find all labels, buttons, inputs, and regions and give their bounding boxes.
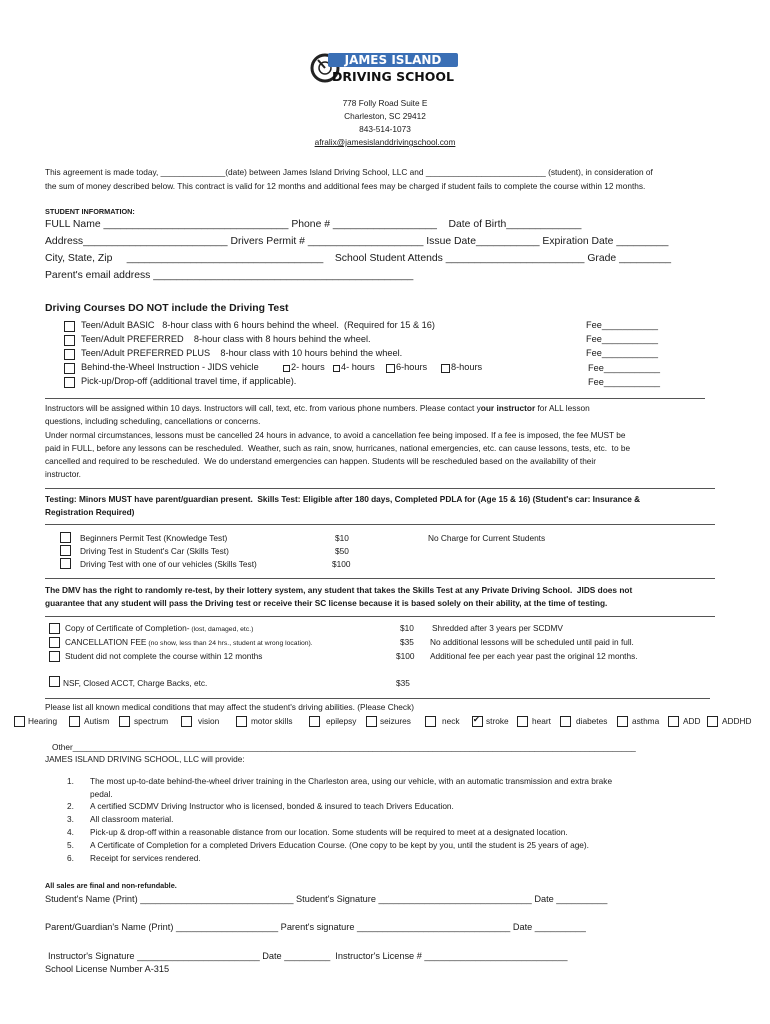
provides-heading: JAMES ISLAND DRIVING SCHOOL, LLC will provide: [45,754,245,764]
school-license-number: School License Number A-315 [45,964,170,974]
logo-line2: DRIVING SCHOOL [332,69,454,84]
courses-heading: Driving Courses DO NOT include the Driving Test [45,303,289,314]
testing-heading-line1: Testing: Minors MUST have parent/guardian present. Skills Test: Eligible after 180 days, Completed PDLA for (Age 15 & 16) (Student's car: Insurance & [45,494,641,504]
fee-label-cancellation [65,637,313,647]
course-label-basic: Teen/Adult BASIC 8-hour class with 6 hours behind the wheel. (Required for 15 & 16) [81,320,435,330]
student-info-heading: STUDENT INFORMATION: [45,207,135,216]
medical-checkbox-vision[interactable] [181,716,192,727]
medical-label-neck: neck [442,716,460,726]
course-checkbox-preferred-plus[interactable] [64,349,75,360]
student-signature-line[interactable]: Student's Name (Print) ______________________________ Student's Signature ______________________________ Date __________ [45,894,608,904]
medical-checkbox-hearing[interactable] [14,716,25,727]
fee-price-nsf: $35 [396,678,410,688]
fee-label-certificate-note: (lost, damaged, etc.) [189,626,254,633]
medical-label-autism: Autism [84,716,110,726]
address-phone: 843-514-1073 [359,124,411,134]
course-checkbox-pickup[interactable] [64,377,75,388]
address-street: 778 Folly Road Suite E [342,98,428,108]
medical-label-spectrum: spectrum [134,716,169,726]
fee-checkbox-incomplete[interactable] [49,651,60,662]
final-sale-note: All sales are final and non-refundable. [45,881,177,890]
fee-note-certificate: Shredded after 3 years per SCDMV [432,623,563,633]
btw-6hours-label: 6-hours [396,362,428,372]
medical-checkbox-seizures[interactable] [366,716,377,727]
provides-num-2: 2. [67,801,74,811]
course-label-preferred: Teen/Adult PREFERRED 8-hour class with 8 hours behind the wheel. [81,334,371,344]
medical-checkbox-epilepsy[interactable] [309,716,320,727]
btw-4hours-label: 4- hours [341,362,375,372]
provides-item-2: A certified SCDMV Driving Instructor who is licensed, bonded & insured to teach Drivers Education. [90,801,454,811]
agreement-line2: the sum of money described below. This contract is valid for 12 months and additional fees may be charged if student fails to complete the course within 12 months. [45,181,646,191]
provides-num-4: 4. [67,827,74,837]
fee-note-incomplete: Additional fee per each year past the original 12 months. [430,651,638,661]
test-checkbox-own-car[interactable] [60,545,71,556]
btw-8hours-label: 8-hours [451,362,483,372]
btw-6hours-checkbox[interactable] [386,364,395,373]
student-info-row3[interactable]: City, State, Zip __________________________________ School Student Attends ________________________ Grade _________ [45,253,672,264]
btw-8hours-checkbox[interactable] [441,364,450,373]
medical-checkbox-motor-skills[interactable] [236,716,247,727]
medical-label-epilepsy: epilepsy [326,716,357,726]
course-fee-basic[interactable]: Fee___________ [586,320,659,330]
provides-num-6: 6. [67,853,74,863]
policy-p2: Under normal circumstances, lessons must be cancelled 24 hours in advance, to avoid a cancellation fee being imposed. If a fee is imposed, the fee MUST be [45,430,626,440]
medical-checkbox-heart[interactable] [517,716,528,727]
provides-num-3: 3. [67,814,74,824]
logo-line1: JAMES ISLAND [344,53,442,67]
medical-label-add: ADD [683,716,701,726]
provides-item-5: A Certificate of Completion for a completed Drivers Education Course. (One copy to be kept by you, until the student is 25 years of age). [90,840,589,850]
policy-p1c: for ALL lesson [535,403,590,413]
fee-price-incomplete: $100 [396,651,415,661]
fee-label-certificate-main: Copy of Certificate of Completion- [65,623,190,633]
divider [45,616,715,617]
medical-checkbox-neck[interactable] [425,716,436,727]
divider [45,488,715,489]
course-fee-preferred-plus[interactable]: Fee___________ [586,348,659,358]
provides-num-1: 1. [67,776,74,786]
provides-item-1: The most up-to-date behind-the-wheel driver training in the Charleston area, using our vehicle, with an automatic transmission and extra brake [90,776,613,786]
medical-other-field[interactable]: Other__________________________________________________________________________________________________________________________ [52,742,636,752]
course-checkbox-preferred[interactable] [64,335,75,346]
instructor-signature-line[interactable]: Instructor's Signature ________________________ Date _________ Instructor's License # ____________________________ [48,951,568,961]
policy-p1b: our instructor [480,403,536,413]
btw-4hours-checkbox[interactable] [333,365,340,372]
medical-label-stroke: stroke [486,716,509,726]
medical-checkbox-stroke[interactable] [472,716,483,727]
student-info-row2[interactable]: Address_________________________ Drivers Permit # ____________________ Issue Date___________ Expiration Date _________ [45,236,669,247]
medical-checkbox-asthma[interactable] [617,716,628,727]
fee-checkbox-certificate[interactable] [49,623,60,634]
fee-checkbox-cancellation[interactable] [49,637,60,648]
fee-label-incomplete: Student did not complete the course within 12 months [65,651,263,661]
policy-p1d: questions, including scheduling, cancellations or concerns. [45,416,261,426]
email-link[interactable]: afralix@jamesislanddrivingschool.com [314,137,456,147]
course-checkbox-btw[interactable] [64,363,75,374]
test-price-permit: $10 [335,533,349,543]
course-fee-preferred[interactable]: Fee___________ [586,334,659,344]
divider [45,698,710,699]
course-label-btw: Behind-the-Wheel Instruction - JIDS vehicle [81,362,259,372]
test-price-own-car: $50 [335,546,349,556]
agreement-line1: This agreement is made today, ______________(date) between James Island Driving School, LLC and __________________________ (student), in consideration of [45,167,653,177]
fee-price-cancellation: $35 [400,637,414,647]
medical-checkbox-spectrum[interactable] [119,716,130,727]
parent-signature-line[interactable]: Parent/Guardian's Name (Print) ____________________ Parent's signature ______________________________ Date __________ [45,922,586,932]
test-label-own-car: Driving Test in Student's Car (Skills Test) [80,546,229,556]
medical-checkbox-addhd[interactable] [707,716,718,727]
policy-p1 [45,403,590,413]
medical-checkbox-autism[interactable] [69,716,80,727]
medical-label-seizures: seizures [380,716,411,726]
student-info-row4[interactable]: Parent's email address _____________________________________________ [45,270,414,281]
divider [45,398,705,399]
divider [45,578,715,579]
medical-label-asthma: asthma [632,716,660,726]
student-info-row1[interactable]: FULL Name ________________________________ Phone # __________________ Date of Birth_____________ [45,219,582,230]
medical-label-motor-skills: motor skills [251,716,293,726]
fee-label-certificate [65,623,253,633]
provides-item-4: Pick-up & drop-off within a reasonable distance from our location. Some students will be required to meet at a designated location. [90,827,568,837]
policy-p1a: Instructors will be assigned within 10 days. Instructors will call, text, etc. from various phone numbers. Please contact y [45,403,481,413]
course-fee-btw[interactable]: Fee___________ [588,363,661,373]
test-checkbox-permit[interactable] [60,532,71,543]
course-checkbox-basic[interactable] [64,321,75,332]
school-logo [308,50,460,86]
dmv-line2: guarantee that any student will pass the Driving test or receive their SC license because it is based solely on their ability, at the time of testing. [45,598,608,608]
no-charge-note: No Charge for Current Students [428,533,546,543]
medical-checkbox-add[interactable] [668,716,679,727]
medical-label-heart: heart [532,716,551,726]
policy-p4: cancelled and required to be rescheduled. We do understand emergencies can happen. Students will be rescheduled based on the availability of their [45,456,597,466]
medical-checkbox-diabetes[interactable] [560,716,571,727]
test-label-our-vehicle: Driving Test with one of our vehicles (Skills Test) [80,559,257,569]
course-label-pickup: Pick-up/Drop-off (additional travel time, if applicable). [81,376,297,386]
test-price-our-vehicle: $100 [332,559,351,569]
provides-num-5: 5. [67,840,74,850]
policy-p3: paid in FULL, before any lessons can be rescheduled. Weather, such as rain, snow, hurricanes, national emergencies, etc. can cause lessons, tests, etc. to be [45,443,631,453]
fee-checkbox-nsf[interactable] [49,676,60,687]
test-label-permit: Beginners Permit Test (Knowledge Test) [80,533,228,543]
divider [45,524,715,525]
provides-item-6: Receipt for services rendered. [90,853,201,863]
btw-2hours-label: 2- hours [291,362,325,372]
fee-label-cancellation-main: CANCELLATION FEE [65,637,147,647]
fee-label-cancellation-note: (no show, less than 24 hrs., student at wrong location). [146,640,313,647]
address-city: Charleston, SC 29412 [344,111,426,121]
course-label-preferred-plus: Teen/Adult PREFERRED PLUS 8-hour class with 10 hours behind the wheel. [81,348,403,358]
fee-label-nsf: NSF, Closed ACCT, Charge Backs, etc. [63,678,208,688]
fee-price-certificate: $10 [400,623,414,633]
medical-label-diabetes: diabetes [576,716,608,726]
fee-note-cancellation: No additional lessons will be scheduled until paid in full. [430,637,634,647]
medical-label-addhd: ADDHD [722,716,752,726]
test-checkbox-our-vehicle[interactable] [60,558,71,569]
medical-prompt: Please list all known medical conditions that may affect the student's driving abilities. (Please Check) [45,702,414,712]
provides-item-3: All classroom material. [90,814,174,824]
medical-label-hearing: Hearing [28,716,58,726]
course-fee-pickup[interactable]: Fee___________ [588,377,661,387]
testing-heading-line2: Registration Required) [45,507,135,517]
medical-label-vision: vision [198,716,220,726]
dmv-line1: The DMV has the right to randomly re-test, by their lottery system, any student that takes the Skills Test at any Private Driving School. JIDS does not [45,585,633,595]
policy-p5: instructor. [45,469,81,479]
provides-item-1-cont: pedal. [90,789,113,799]
btw-2hours-checkbox[interactable] [283,365,290,372]
